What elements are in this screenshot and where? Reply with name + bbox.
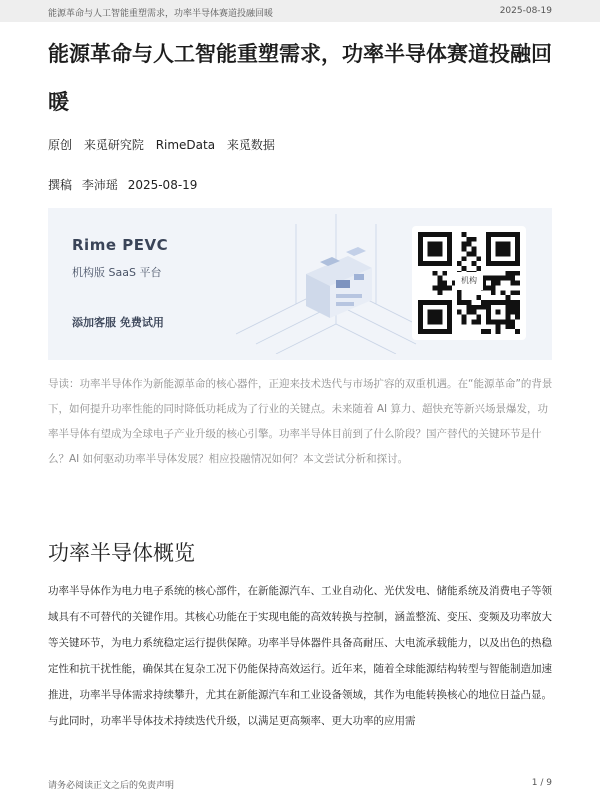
original-tag: 原创	[48, 138, 73, 152]
running-header	[0, 0, 600, 22]
running-title: 能源革命与人工智能重塑需求，功率半导体赛道投融回暖	[48, 9, 274, 19]
article-title: 能源革命与人工智能重塑需求，功率半导体赛道投融回暖	[48, 42, 552, 114]
source-institute[interactable]: 来觅研究院	[83, 138, 144, 152]
qr-center-label: 机构	[455, 272, 483, 290]
author-name: 李沛瑶	[81, 178, 118, 192]
section-heading: 功率半导体概览	[48, 541, 195, 565]
article-lead: 导读：功率半导体作为新能源革命的核心器件，正迎来技术迭代与市场扩容的双重机遇。在“能源革命”的背景下，如何提升功率性能的同时降低功耗成为了行业的关键点。未来随着 AI 算力、超快充等新兴场景爆发，功率半导体有望成为全球电子产业升级的核心引擎。功率半导体目前到了什么阶段？国产替代的关键环节是什么？AI 如何驱动功率半导体发展？相应投融情况如何？本文尝试分析和探讨。	[48, 378, 553, 465]
qr-code[interactable]	[412, 226, 526, 340]
source-brand-cn[interactable]: 来觅数据	[226, 138, 275, 152]
footer-disclaimer[interactable]: 请务必阅读正文之后的免责声明	[48, 781, 175, 791]
publish-date: 2025-08-19	[127, 178, 198, 192]
header-date: 2025-08-19	[499, 6, 552, 16]
promo-banner[interactable]	[48, 208, 552, 360]
source-line	[48, 136, 283, 153]
section-body: 功率半导体作为电力电子系统的核心部件，在新能源汽车、工业自动化、光伏发电、储能系统及消费电子等领域具有不可替代的关键作用。其核心功能在于实现电能的高效转换与控制，涵盖整流、变压、变频及功率放大等关键环节，为电力系统稳定运行提供保障。功率半导体器件具备高耐压、大电流承载能力，以及出色的热稳定性和抗干扰性能，确保其在复杂工况下仍能保持高效运行。近年来，随着全球能源结构转型与智能制造加速推进，功率半导体需求持续攀升，尤其在新能源汽车和工业设备领域，其作为电能转换核心的地位日益凸显。与此同时，功率半导体技术持续迭代升级，以满足更高频率、更大功率的应用需	[48, 585, 552, 727]
dashboard-illustration	[236, 214, 436, 354]
banner-cta[interactable]: 添加客服 免费试用	[72, 316, 164, 329]
byline	[48, 176, 203, 193]
banner-brand: Rime PEVC	[72, 236, 169, 254]
page-number: 1 / 9	[531, 778, 552, 788]
source-brand[interactable]: RimeData	[155, 138, 216, 152]
byline-label: 撰稿	[48, 178, 73, 192]
banner-subtitle: 机构版 SaaS 平台	[72, 266, 162, 279]
